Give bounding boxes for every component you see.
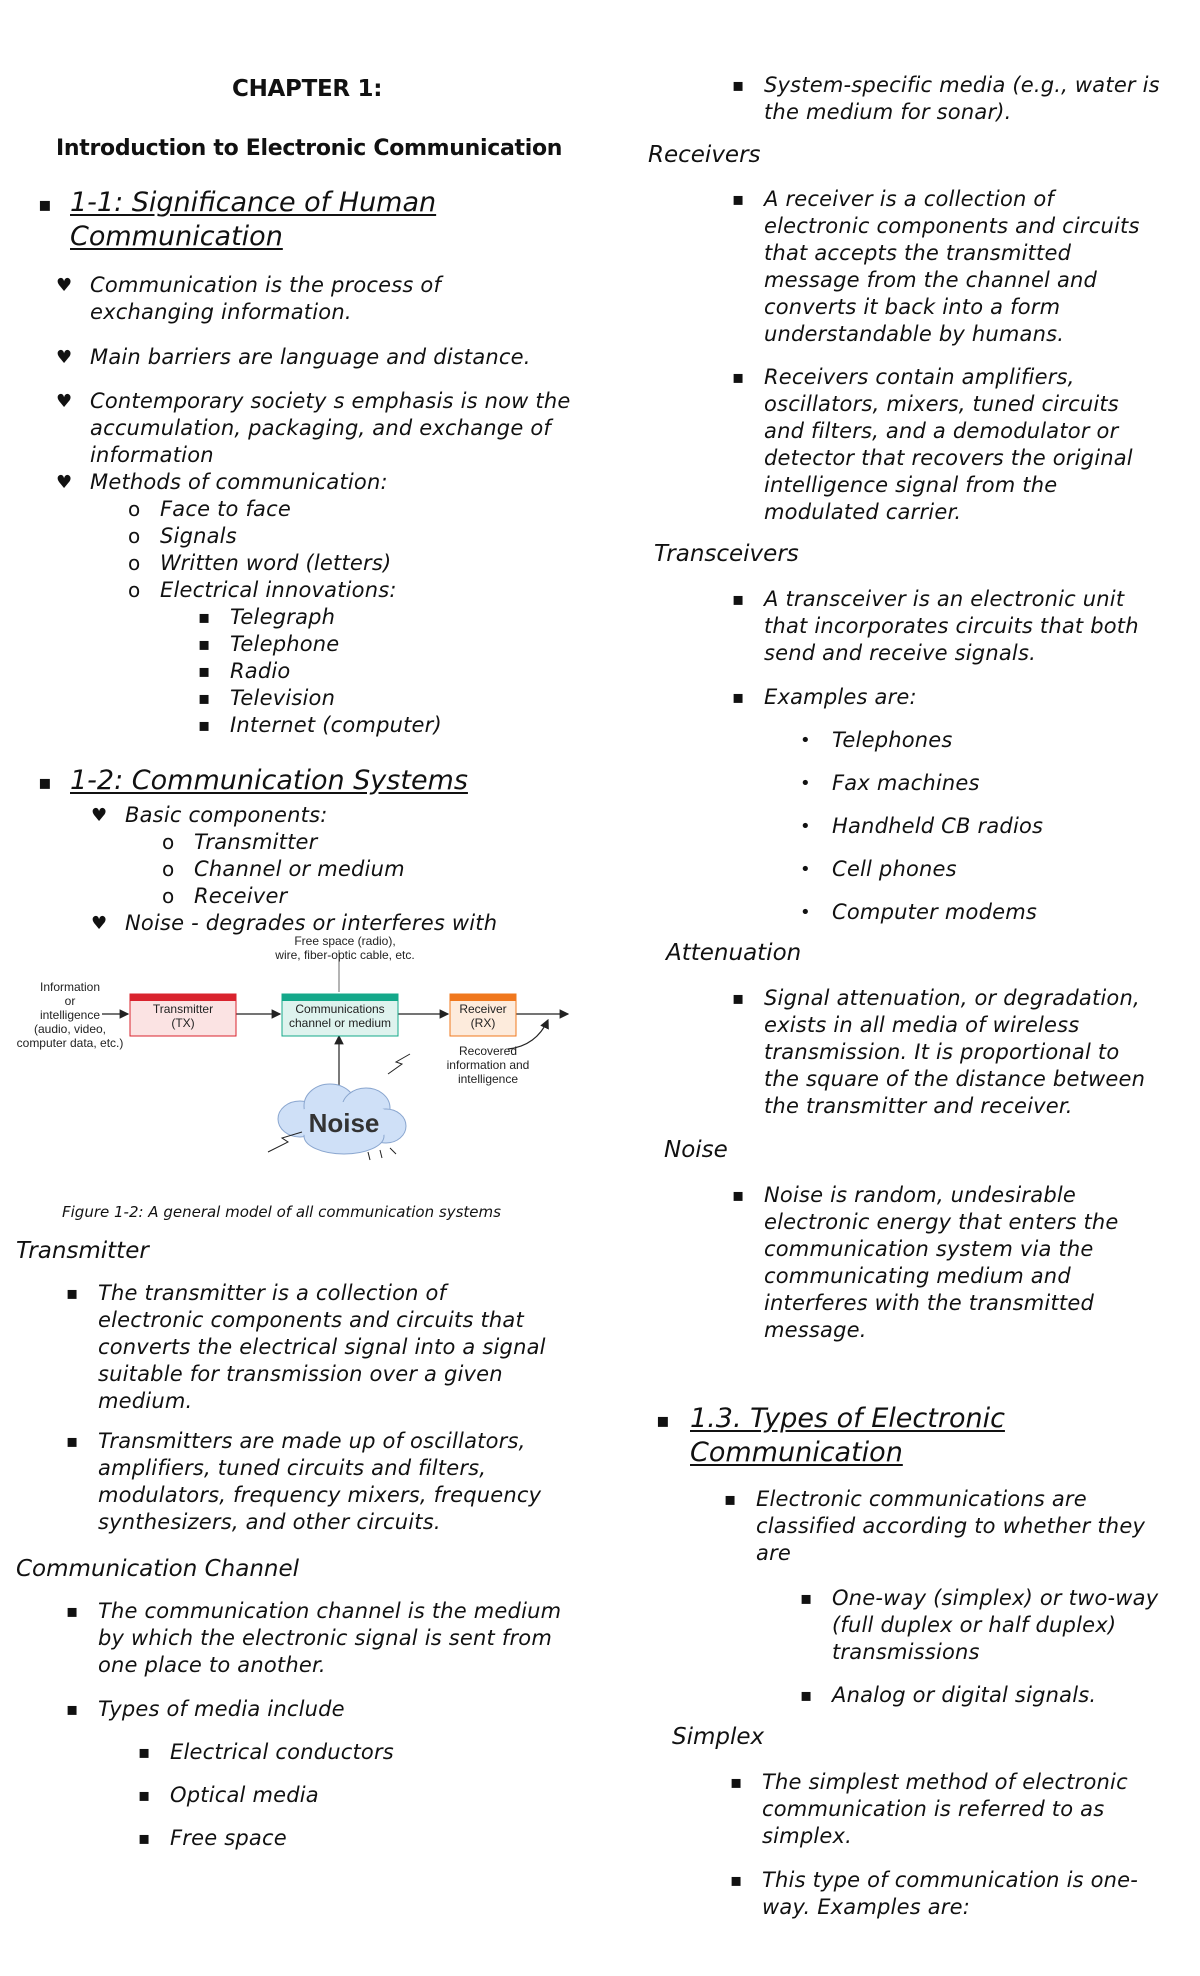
section-1-1-title: 1-1: Significance of Human Communication	[70, 187, 437, 252]
figure-caption: Figure 1-2: A general model of all communication systems	[62, 1203, 501, 1221]
figure-label-receiver: Receiver (RX)	[459, 1002, 507, 1030]
static-mark	[380, 1150, 382, 1158]
transceivers-heading: Transceivers	[654, 541, 799, 567]
figure-label-transmitter: Transmitter (TX)	[152, 1002, 214, 1030]
list-item: • Cell phones	[832, 856, 957, 883]
section-bullet: ▪	[656, 1408, 670, 1432]
list-item: o Transmitter	[194, 829, 405, 856]
section-bullet: ▪	[38, 770, 52, 794]
figure-label-channel: Communications channel or medium	[288, 1002, 392, 1030]
list-item: ♥ Methods of communication:	[90, 469, 388, 496]
list-item: ▪ This type of communication is one- way. Examples are:	[762, 1867, 1138, 1921]
list-item: ▪ Television	[230, 685, 442, 712]
section-bullet: ▪	[38, 192, 52, 216]
list-item: ▪ System-specific media (e.g., water is the medium for sonar).	[764, 72, 1160, 126]
list-item: ▪ Radio	[230, 658, 442, 685]
methods-list	[160, 496, 397, 604]
list-item: ▪ Electrical conductors	[170, 1739, 394, 1766]
list-item: ▪ Internet (computer)	[230, 712, 442, 739]
list-item: ▪ Electronic communications are classified according to whether they are	[756, 1486, 1145, 1567]
static-mark	[388, 1054, 410, 1074]
receivers-heading: Receivers	[648, 142, 761, 168]
figure-label-media: Free space (radio), wire, fiber-optic cable, etc.	[275, 934, 415, 962]
static-mark	[368, 1152, 370, 1160]
list-item: ▪ Transmitters are made up of oscillators, amplifiers, tuned circuits and filters, modulators, frequency mixers, frequency synthesizers, and other circuits.	[98, 1428, 570, 1536]
list-item: ▪ A receiver is a collection of electronic components and circuits that accepts the transmitted message from the channel and converts it back into a form understandable by humans.	[764, 186, 1140, 348]
list-item: ▪ Telephone	[230, 631, 442, 658]
list-item: • Fax machines	[832, 770, 980, 797]
channel-heading: Communication Channel	[16, 1556, 300, 1582]
section-1-2-title: 1-2: Communication Systems	[70, 765, 468, 796]
innovations-list	[230, 604, 442, 739]
list-item: ♥ Main barriers are language and distance.	[90, 344, 531, 371]
list-item: o Signals	[160, 523, 397, 550]
receiver-bar	[450, 994, 516, 1001]
list-item: ▪ Optical media	[170, 1782, 319, 1809]
static-mark	[390, 1148, 396, 1154]
list-item: ▪ Analog or digital signals.	[832, 1682, 1096, 1709]
chapter-number: CHAPTER 1:	[232, 76, 383, 102]
section-1-3-title: 1.3. Types of Electronic Communication	[690, 1403, 1005, 1468]
list-item: ♥ Contemporary society s emphasis is now the accumulation, packaging, and exchange of information	[90, 388, 571, 469]
list-item: ▪ The simplest method of electronic communication is referred to as simplex.	[762, 1769, 1128, 1850]
list-item: ▪ One-way (simplex) or two-way (full duplex or half duplex) transmissions	[832, 1585, 1158, 1666]
list-item: • Telephones	[832, 727, 953, 754]
list-item: o Receiver	[194, 883, 405, 910]
list-item: ♥ Communication is the process of exchanging information.	[90, 272, 441, 326]
chapter-title: Introduction to Electronic Communication	[56, 136, 563, 161]
list-item: ▪ A transceiver is an electronic unit that incorporates circuits that both send and receive signals.	[764, 586, 1139, 667]
list-item: ▪ The communication channel is the medium by which the electronic signal is sent from one place to another.	[98, 1598, 561, 1679]
figure-label-noise: Noise	[308, 1108, 380, 1138]
figure-label-recovered: Recovered information and intelligence	[446, 1044, 530, 1086]
list-item: ▪ Types of media include	[98, 1696, 345, 1723]
list-item: o Channel or medium	[194, 856, 405, 883]
transmitter-heading: Transmitter	[16, 1238, 149, 1264]
attenuation-heading: Attenuation	[666, 940, 802, 966]
list-item: ▪ Noise is random, undesirable electronic energy that enters the communication system via the communicating medium and interferes with the transmitted message.	[764, 1182, 1119, 1344]
list-item: ▪ Receivers contain amplifiers, oscillators, mixers, tuned circuits and filters, and a demodulator or detector that recovers the original intelligence signal from the modulated carrier.	[764, 364, 1133, 526]
list-item: ▪ Signal attenuation, or degradation, exists in all media of wireless transmission. It is proportional to the square of the distance between the transmitter and receiver.	[764, 985, 1145, 1120]
list-item: ▪ The transmitter is a collection of electronic components and circuits that converts the electrical signal into a signal suitable for transmission over a given medium.	[98, 1280, 570, 1415]
list-item: • Handheld CB radios	[832, 813, 1043, 840]
list-item: o Electrical innovations:	[160, 577, 397, 604]
transmitter-bar	[130, 994, 236, 1001]
list-item: ▪ Examples are:	[764, 684, 917, 711]
list-item: ♥ Basic components:	[125, 802, 328, 829]
list-item: ♥ Noise - degrades or interferes with	[125, 910, 497, 937]
list-item: o Face to face	[160, 496, 397, 523]
noise-heading: Noise	[664, 1137, 728, 1163]
list-item: ▪ Telegraph	[230, 604, 442, 631]
list-item: o Written word (letters)	[160, 550, 397, 577]
channel-bar	[282, 994, 398, 1001]
list-item: • Computer modems	[832, 899, 1037, 926]
list-item: ▪ Free space	[170, 1825, 287, 1852]
figure-label-information: Information or intelligence (audio, video, computer data, etc.)	[16, 980, 124, 1050]
communication-model-figure	[0, 936, 580, 1164]
components-list	[194, 829, 405, 910]
simplex-heading: Simplex	[672, 1724, 765, 1750]
